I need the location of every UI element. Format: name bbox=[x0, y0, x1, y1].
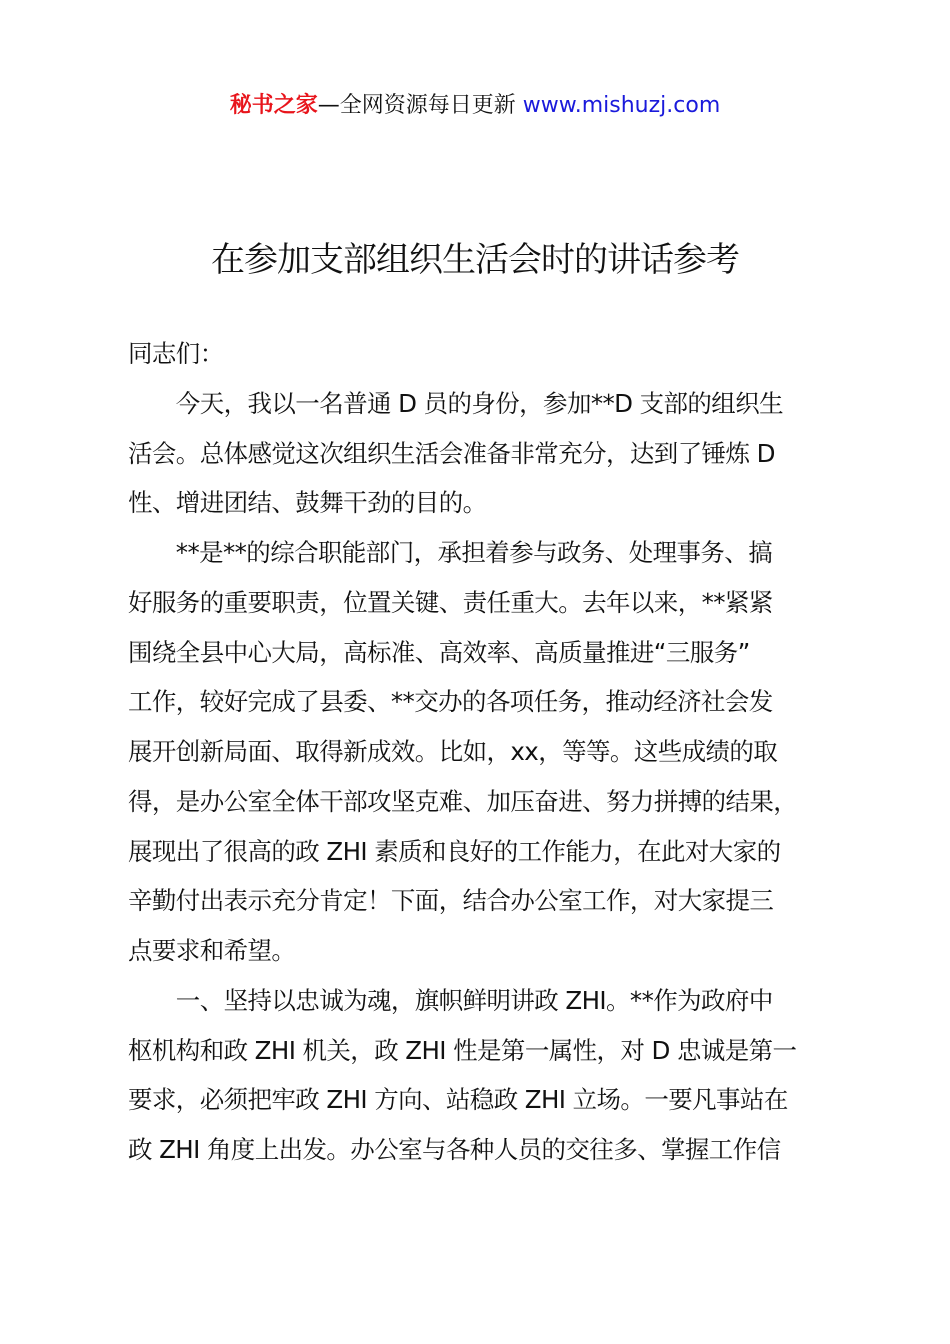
text-line: 今天，我以一名普通 D 员的身份，参加**D 支部的组织生 bbox=[128, 388, 783, 418]
document-body bbox=[128, 334, 848, 1180]
text-line: 得，是办公室全体干部攻坚克难、加压奋进、努力拼搏的结果， bbox=[128, 786, 798, 816]
site-banner bbox=[0, 88, 950, 119]
text-line: 展开创新局面、取得新成效。比如，xx，等等。这些成绩的取 bbox=[128, 737, 778, 766]
text-line: 好服务的重要职责，位置关键、责任重大。去年以来，**紧紧 bbox=[128, 587, 773, 617]
text-line: 要求，必须把牢政 ZHI 方向、站稳政 ZHI 立场。一要凡事站在 bbox=[128, 1085, 788, 1115]
text-line: 工作，较好完成了县委、**交办的各项任务，推动经济社会发 bbox=[128, 687, 773, 717]
text-line: 一、坚持以忠诚为魂，旗帜鲜明讲政 ZHI。**作为政府中 bbox=[128, 985, 773, 1015]
banner-slogan: —全网资源每日更新 bbox=[317, 93, 523, 118]
text-line: 活会。总体感觉这次组织生活会准备非常充分，达到了锤炼 D bbox=[128, 438, 775, 468]
text-line: 性、增进团结、鼓舞干劲的目的。 bbox=[128, 488, 487, 518]
text-line: 辛勤付出表示充分肯定！下面，结合办公室工作，对大家提三 bbox=[128, 886, 774, 916]
site-url-link[interactable]: www.mishuzj.com bbox=[522, 93, 721, 118]
text-line: 政 ZHI 角度上出发。办公室与各种人员的交往多、掌握工作信 bbox=[128, 1135, 781, 1164]
text-line: 围绕全县中心大局，高标准、高效率、高质量推进“三服务” bbox=[128, 637, 750, 667]
text-line: 点要求和希望。 bbox=[128, 936, 296, 965]
text-line: 枢机构和政 ZHI 机关，政 ZHI 性是第一属性，对 D 忠诚是第一 bbox=[128, 1035, 797, 1065]
brand-name: 秘书之家 bbox=[229, 93, 318, 118]
text-line: 同志们： bbox=[128, 339, 224, 368]
text-line: **是**的综合职能部门，承担着参与政务、处理事务、搞 bbox=[128, 538, 773, 567]
document-title: 在参加支部组织生活会时的讲话参考 bbox=[211, 240, 739, 280]
text-line: 展现出了很高的政 ZHI 素质和良好的工作能力，在此对大家的 bbox=[128, 836, 781, 866]
